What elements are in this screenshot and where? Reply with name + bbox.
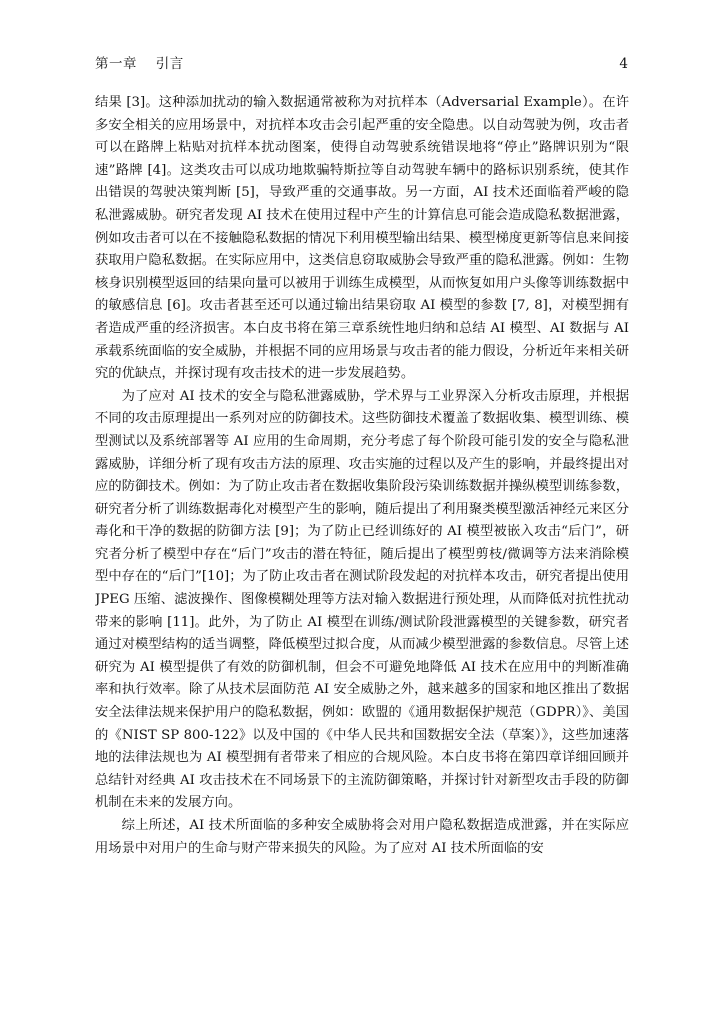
paragraph-summary: 综上所述，AI 技术所面临的多种安全威胁将会对用户隐私数据造成泄露，并在实际应用场景中对用户的生命与财产带来损失的风险。为了应对 AI 技术所面临的安 — [95, 818, 629, 856]
paragraph-defense-techniques: 为了应对 AI 技术的安全与隐私泄露威胁，学术界与工业界深入分析攻击原理，并根据不同的攻击原理提出一系列对应的防御技术。这些防御技术覆盖了数据收集、模型训练、模型测试以及系统部署等 AI 应用的生命周期，充分考虑了每个阶段可能引发的安全与隐私泄露威胁，详细分析了现有攻击方法的原理、攻击实施的过程以及产生的影响，并最终提出对应的防御技术。例如：为了防止攻击者在数据收集阶段污染训练数据并操纵模型训练参数，研究者分析了训练数据毒化对模型产生的影响，随后提出了利用聚类模型激活神经元来区分毒化和干净的数据的防御方法 [9]；为了防止已经训练好的 AI 模型被嵌入攻击“后门”，研究者分析了模型中存在“后门”攻击的潜在特征，随后提出了模型剪枝/微调等方法来消除模型中存在的“后门”[10]；为了防止攻击者在测试阶段发起的对抗样本攻击，研究者提出使用 JPEG 压缩、滤波操作、图像模糊处理等方法对输入数据进行预处理，从而降低对抗性扰动带来的影响 [11]。此外，为了防止 AI 模型在训练/测试阶段泄露模型的关键参数，研究者通过对模型结构的适当调整，降低模型过拟合度，从而减少模型泄露的参数信息。尽管上述研究为 AI 模型提供了有效的防御机制，但会不可避免地降低 AI 技术在应用中的判断准确率和执行效率。除了从技术层面防范 AI 安全威胁之外，越来越多的国家和地区推出了数据安全法律法规来保护用户的隐私数据，例如：欧盟的《通用数据保护规范（GDPR）》、美国的《NIST SP 800-122》以及中国的《中华人民共和国数据安全法（草案）》，这些加速落地的法律法规也为 AI 模型拥有者带来了相应的合规风险。本白皮书将在第四章详细回顾并总结针对经典 AI 攻击技术在不同场景下的主流防御策略，并探讨针对新型攻击手段的防御机制在未来的发展方向。 — [95, 388, 629, 811]
chapter-title: 引言 — [155, 56, 184, 72]
running-head — [95, 52, 184, 72]
paragraph-adversarial-continuation: 结果 [3]。这种添加扰动的输入数据通常被称为对抗样本（Adversarial Example）。在许多安全相关的应用场景中，对抗样本攻击会引起严重的安全隐患。以自动驾驶为例，攻击者可以在路牌上粘贴对抗样本扰动图案，使得自动驾驶系统错误地将“停止”路牌识别为“限速”路牌 [4]。这类攻击可以成功地欺骗特斯拉等自动驾驶车辆中的路标识别系统，使其作出错误的驾驶决策判断 [5]，导致严重的交通事故。另一方面，AI 技术还面临着严峻的隐私泄露威胁。研究者发现 AI 技术在使用过程中产生的计算信息可能会造成隐私数据泄露，例如攻击者可以在不接触隐私数据的情况下利用模型输出结果、模型梯度更新等信息来间接获取用户隐私数据。在实际应用中，这类信息窃取威胁会导致严重的隐私泄露。例如：生物核身识别模型返回的结果向量可以被用于训练生成模型，从而恢复如用户头像等训练数据中的敏感信息 [6]。攻击者甚至还可以通过输出结果窃取 AI 模型的参数 [7, 8]，对模型拥有者造成严重的经济损害。本白皮书将在第三章系统性地归纳和总结 AI 模型、AI 数据与 AI 承载系统面临的安全威胁，并根据不同的应用场景与攻击者的能力假设，分析近年来相关研究的优缺点，并探讨现有攻击技术的进一步发展趋势。 — [95, 95, 629, 382]
chapter-number: 第一章 — [95, 56, 137, 72]
page-number: 4 — [619, 56, 628, 72]
body-text — [95, 92, 629, 992]
page-header — [95, 52, 628, 74]
